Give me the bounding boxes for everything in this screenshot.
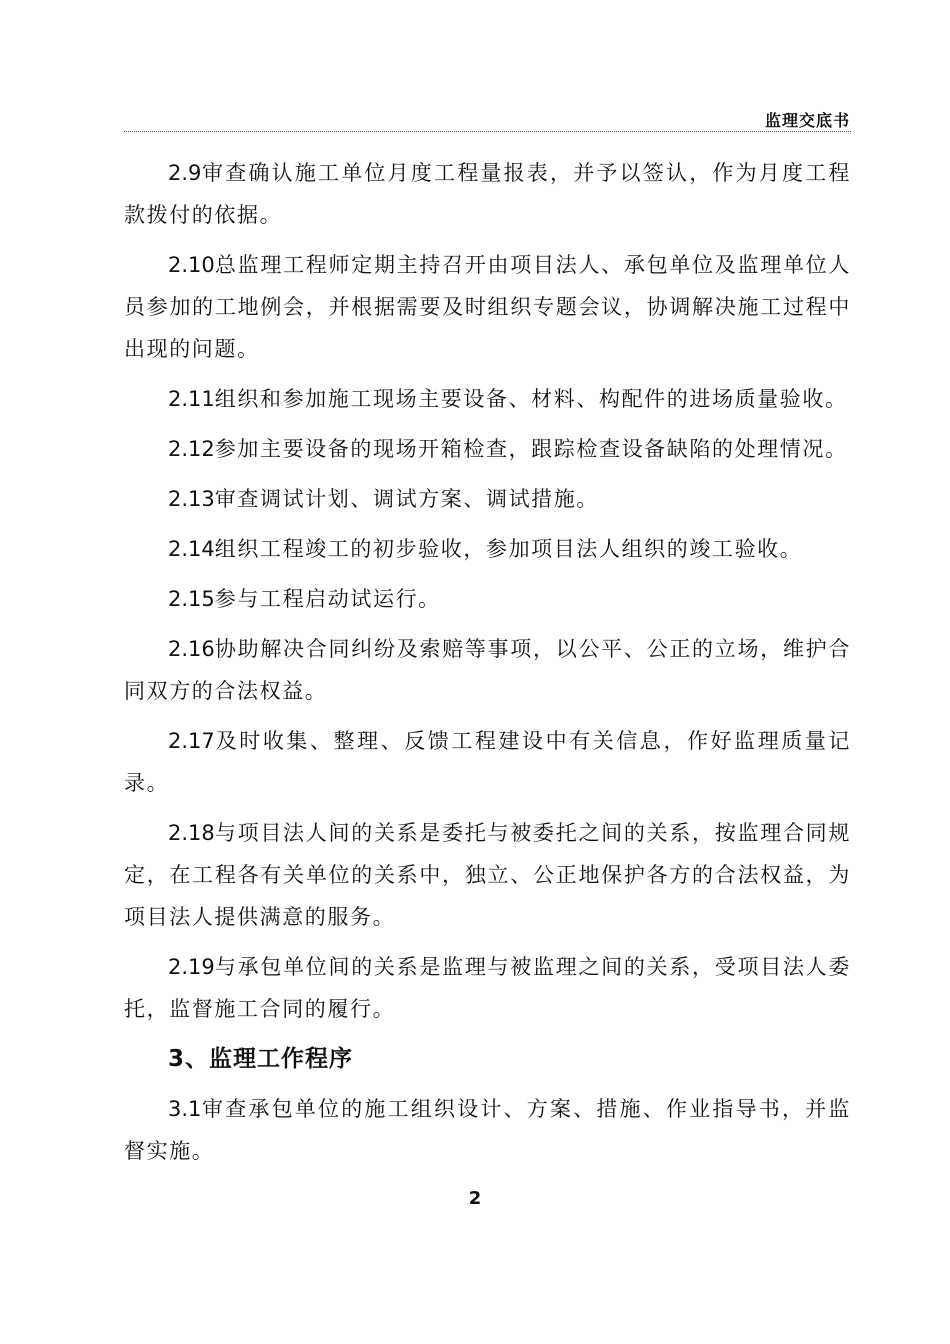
header-divider xyxy=(124,131,851,132)
paragraph-2-10 xyxy=(124,244,851,370)
header-title: 监理交底书 xyxy=(764,111,850,130)
paragraph-2-17 xyxy=(124,720,851,804)
item-text: 组织和参加施工现场主要设备、材料、构配件的进场质量验收。 xyxy=(214,387,848,411)
item-number: 2.14 xyxy=(168,537,215,561)
item-number: 2.13 xyxy=(168,487,215,511)
item-text: 参加主要设备的现场开箱检查，跟踪检查设备缺陷的处理情况。 xyxy=(214,437,848,461)
item-number: 2.10 xyxy=(168,253,215,277)
paragraph-2-16 xyxy=(124,628,851,712)
item-text: 总监理工程师定期主持召开由项目法人、承包单位及监理单位人员参加的工地例会，并根据需要及时组织专题会议，协调解决施工过程中出现的问题。 xyxy=(124,253,851,361)
item-text: 审查确认施工单位月度工程量报表，并予以签认，作为月度工程款拨付的依据。 xyxy=(124,161,851,227)
paragraph-3-1 xyxy=(124,1088,851,1172)
paragraph-2-12 xyxy=(124,428,851,470)
paragraph-2-14 xyxy=(124,528,851,570)
item-number: 3.1 xyxy=(168,1097,202,1121)
paragraph-2-15 xyxy=(124,578,851,620)
item-text: 审查承包单位的施工组织设计、方案、措施、作业指导书，并监督实施。 xyxy=(124,1097,851,1163)
item-number: 2.12 xyxy=(168,437,215,461)
item-text: 协助解决合同纠纷及索赔等事项，以公平、公正的立场，维护合同双方的合法权益。 xyxy=(124,637,851,703)
paragraph-2-19 xyxy=(124,946,851,1030)
item-number: 2.18 xyxy=(168,821,215,845)
item-text: 参与工程启动试运行。 xyxy=(214,587,441,611)
item-text: 与承包单位间的关系是监理与被监理之间的关系，受项目法人委托，监督施工合同的履行。 xyxy=(124,955,851,1021)
item-text: 审查调试计划、调试方案、调试措施。 xyxy=(214,487,599,511)
section-heading: 3、监理工作程序 xyxy=(168,1046,354,1072)
paragraph-2-9 xyxy=(124,152,851,236)
document-body xyxy=(124,152,851,1180)
page-number: 2 xyxy=(468,1188,482,1209)
item-text: 组织工程竣工的初步验收，参加项目法人组织的竣工验收。 xyxy=(214,537,803,561)
item-number: 2.9 xyxy=(168,161,202,185)
item-number: 2.19 xyxy=(168,955,215,979)
paragraph-2-13 xyxy=(124,478,851,520)
paragraph-2-11 xyxy=(124,378,851,420)
item-number: 2.15 xyxy=(168,587,215,611)
item-number: 2.17 xyxy=(168,729,215,753)
item-text: 及时收集、整理、反馈工程建设中有关信息，作好监理质量记录。 xyxy=(124,729,851,795)
item-text: 与项目法人间的关系是委托与被委托之间的关系，按监理合同规定，在工程各有关单位的关系中，独立、公正地保护各方的合法权益，为项目法人提供满意的服务。 xyxy=(124,821,851,929)
item-number: 2.16 xyxy=(168,637,215,661)
item-number: 2.11 xyxy=(168,387,215,411)
paragraph-2-18 xyxy=(124,812,851,938)
